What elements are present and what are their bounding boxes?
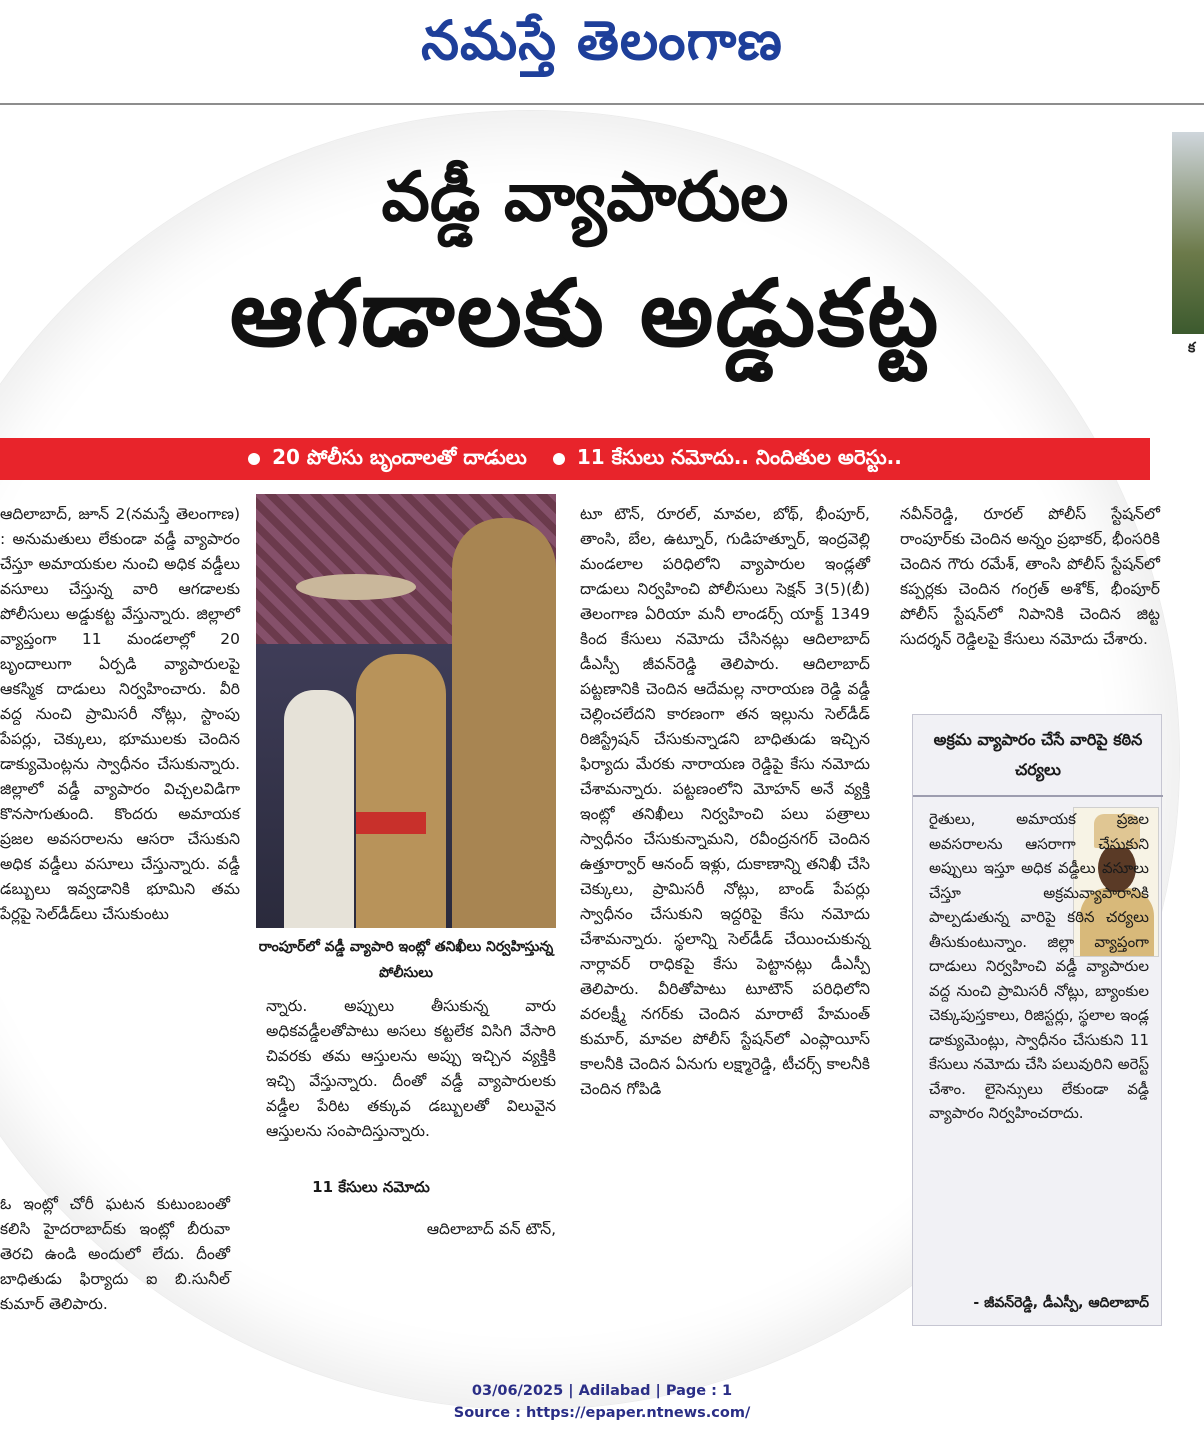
raid-photo bbox=[256, 494, 556, 928]
highlight-text: 20 పోలీసు బృందాలతో దాడులు bbox=[272, 444, 527, 469]
article-column-2: న్నారు. అప్పులు తీసుకున్న వారు అధికవడ్డీలతోపాటు అసలు కట్టలేక విసిగి వేసారి చివరకు తమ ఆస్తులను అప్పు ఇచ్చిన వ్యక్తికి ఇచ్చి వేస్తున్నారు. దీంతో వడ్డీ వ్యాపారులకు వడ్డీల పేరిట తక్కువ డబ్బులతో విలువైన ఆస్తులను సంపాదిస్తున్నారు. bbox=[266, 997, 556, 1140]
page-footer bbox=[0, 1380, 1204, 1424]
bullet-icon bbox=[553, 453, 565, 465]
article-subhead: 11 కేసులు నమోదు bbox=[312, 1178, 430, 1196]
photo-person bbox=[284, 690, 354, 928]
newspaper-title: నమస్తే తెలంగాణ bbox=[421, 8, 783, 72]
side-story-caption: క bbox=[1188, 340, 1196, 356]
article-column-3: టూ టౌన్, రూరల్, మావల, బోథ్, భీంపూర్, తాంసి, బేల, ఉట్నూర్, గుడిహత్నూర్, ఇంద్రవెల్లి మండలాల పరిధిలోని వ్యాపారుల ఇండ్లతో దాడులు నిర్వహించి పోలీసులు సెక్షన్ 3(5)(బీ) తెలంగాణ ఏరియా మనీ లాండర్స్ యాక్ట్ 1349 కింద కేసులు నమోదు చేసినట్లు ఆదిలాబాద్ డీఎస్పీ జీవన్‌రెడ్డి తెలిపారు. ఆదిలాబాద్ పట్టణానికి చెందిన ఆదేమల్ల నారాయణ రెడ్డి వడ్డీ చెల్లించలేదని కారణంగా తన ఇల్లును సెల్‌డీడ్ రిజిస్ట్రేషన్ చేసుకున్నాడని బాధితుడు ఇచ్చిన ఫిర్యాదు మేరకు నారాయణ రెడ్డిపై కేసు నమోదు చేశామన్నారు. పట్టణంలోని మోహన్ అనే వ్యక్తి ఇంట్లో తనిఖీలు నిర్వహించి పలు పత్రాలు స్వాధీనం చేసుకున్నామని, రవీంద్రనగర్ చెందిన ఉత్తూర్వార్ ఆనంద్ ఇళ్లు, దుకాణాన్ని తనిఖీ చేసి చెక్కులు, ప్రామిసరీ నోట్లు, బాండ్ పేపర్లు స్వాధీనం చేసుకుని ఇద్దరిపై కేసు నమోదు చేశామన్నారు. స్థలాన్ని సెల్‌డీడ్ చేయించుకున్న నార్లావర్ రాధికపై కేసు పెట్టానట్లు డీఎస్పీ తెలిపారు. వీరితోపాటు టూటౌన్ పరిధిలోని వరలక్ష్మీ నగర్‌కు చెందిన మారాటే హేమంత్ కుమార్, మావల పోలీస్ స్టేషన్‌లో ఎంప్లాయీస్ కాలనీకి చెందిన ఏనుగు లక్ష్మారెడ్డి, టీచర్స్ కాలనీకి చెందిన గోపిడి bbox=[580, 505, 870, 1098]
quote-box-divider bbox=[913, 795, 1163, 797]
quote-box-text: రైతులు, అమాయక ప్రజల అవసరాలను ఆసరాగా చేసుకుని అప్పులు ఇస్తూ అధిక వడ్డీలు వసూలు చేస్తూ అక్రమవ్యాపారానికి పాల్పడుతున్న వారిపై కఠిన చర్యలు తీసుకుంటున్నాం. జిల్లా వ్యాప్తంగా దాడులు నిర్వహించి వడ్డీ వ్యాపారుల వద్ద నుంచి ప్రామిసరీ నోట్లు, బ్యాంకుల చెక్కుపుస్తకాలు, రిజిస్టర్లు, స్థలాల ఇండ్ల డాక్యుమెంట్లు, స్వాధీనం చేసుకుని 11 కేసులు నమోదు చేసి పలువురిని అరెస్ట్ చేశాం. లైసెన్సులు లేకుండా వడ్డీ వ్యాపారం నిర్వహించరాదు. bbox=[929, 810, 1149, 1122]
highlight-text: 11 కేసులు నమోదు.. నిందితుల అరెస్టు.. bbox=[576, 444, 902, 469]
highlight-item bbox=[248, 445, 527, 474]
photo-caption: రాంపూర్‌లో వడ్డీ వ్యాపారి ఇంట్లో తనిఖీలు నిర్వహిస్తున్న పోలీసులు bbox=[258, 939, 554, 981]
headline-line-1: వడ్డీ వ్యాపారుల bbox=[381, 158, 789, 237]
bullet-icon bbox=[248, 453, 260, 465]
quote-box bbox=[912, 714, 1162, 1326]
footer-source: Source : https://epaper.ntnews.com/ bbox=[453, 1405, 751, 1421]
side-story-photo bbox=[1172, 132, 1204, 334]
masthead bbox=[0, 0, 1204, 104]
highlight-item bbox=[553, 445, 902, 474]
article-column-4: నవీన్‌రెడ్డి, రూరల్ పోలీస్ స్టేషన్‌లో రాంపూర్‌కు చెందిన అన్నం ప్రభాకర్, భీంసరికి చెందిన గౌరు రమేశ్, తాంసి పోలీస్ స్టేషన్‌లో కప్పర్లకు చెందిన గంగ్రత్ అశోక్, భీంపూర్ పోలీస్ స్టేషన్‌లో నిపానికి చెందిన జిట్ట సుదర్శన్ రెడ్డిలపై కేసులు నమోదు చేశారు. bbox=[900, 505, 1160, 648]
masthead-divider bbox=[0, 103, 1204, 105]
article-dateline: ఆదిలాబాద్ వన్ టౌన్, bbox=[426, 1220, 556, 1238]
article-column-1: ఆదిలాబాద్, జూన్ 2(నమస్తే తెలంగాణ) : అనుమతులు లేకుండా వడ్డీ వ్యాపారం చేస్తూ అమాయకుల నుంచి అధిక వడ్డీలు వసూలు చేస్తున్న వారి ఆగడాలకు పోలీసులు అడ్డుకట్ట వేస్తున్నారు. జిల్లాలో వ్యాప్తంగా 11 మండలాల్లో 20 బృందాలుగా ఏర్పడి వ్యాపారులపై ఆకస్మిక దాడులు నిర్వహించారు. వీరి వద్ద నుంచి ప్రామిసరీ నోట్లు, స్టాంపు పేపర్లు, చెక్కులు, భూములకు చెందిన డాక్యుమెంట్లను స్వాధీనం చేసుకున్నారు. జిల్లాలో వడ్డీ వ్యాపారం విచ్చలవిడిగా కొనసాగుతుంది. కొందరు అమాయక ప్రజల అవసరాలను ఆసరా చేసుకుని అధిక వడ్డీలు వసూలు చేస్తున్నారు. వడ్డీ డబ్బులు ఇవ్వడానికి భూమిని తమ పేర్లపై సెల్‌డీడ్‌లు చేసుకుంటు bbox=[0, 505, 240, 923]
photo-police-officer bbox=[356, 654, 446, 928]
side-brief-column: ఓ ఇంట్లో చోరీ ఘటన కుటుంబంతో కలిసి హైదరాబాద్‌కు ఇంట్లో బీరువా తెరచి ఉండి అందులో లేదు. దీంతో బాధితుడు ఫిర్యాదు ఐ బి.సునీల్ కుమార్ తెలిపారు. bbox=[0, 1195, 230, 1313]
headline-line-2: ఆగడాలకు అడ్డుకట్ట bbox=[229, 260, 941, 367]
photo-police-officer bbox=[452, 518, 556, 928]
photo-documents bbox=[356, 812, 426, 834]
ceiling-fan-icon bbox=[296, 574, 416, 600]
footer-date-edition: 03/06/2025 | Adilabad | Page : 1 bbox=[471, 1383, 733, 1399]
quote-box-signature: - జీవన్‌రెడ్డి, డీఎస్పీ, ఆదిలాబాద్ bbox=[973, 1295, 1149, 1311]
highlights-band bbox=[0, 438, 1150, 480]
quote-box-title: అక్రమ వ్యాపారం చేసే వారిపై కఠిన చర్యలు bbox=[933, 730, 1143, 779]
